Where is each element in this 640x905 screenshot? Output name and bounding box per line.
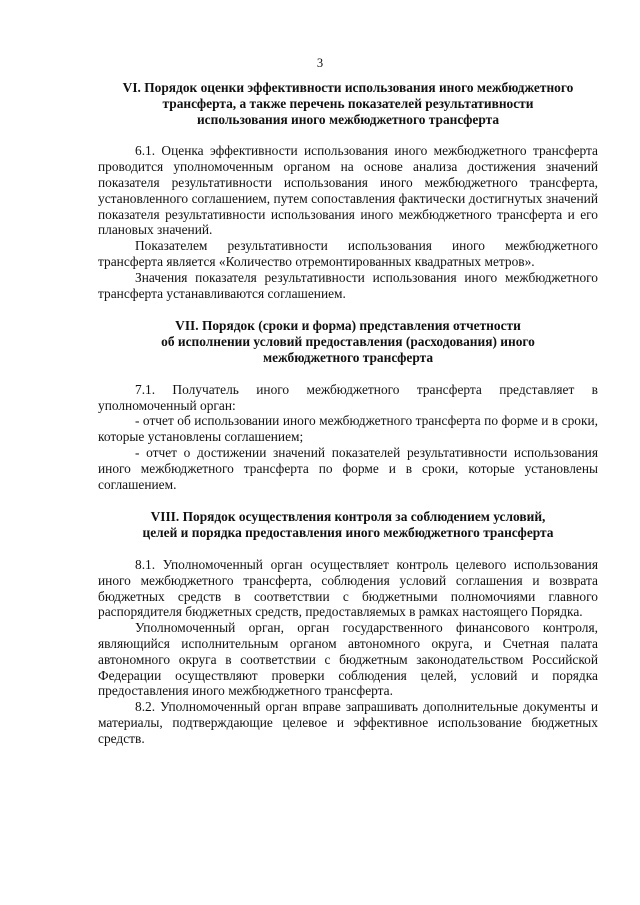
heading-line: трансферта, а также перечень показателей результативности xyxy=(162,95,534,111)
paragraph-control-bodies: Уполномоченный орган, орган государственного финансового контроля, являющийся исполнительным органом автономного округа, и Счетная палата автономного округа в соответствии с бюджетным законодательством Российской Федерации осуществляют проверки соблюдения целей, условий и порядка предоставления иного межбюджетного трансферта. xyxy=(98,620,598,699)
heading-line: использования иного межбюджетного трансферта xyxy=(196,111,500,127)
section-7-heading xyxy=(98,318,598,365)
list-item-results-report: - отчет о достижении значений показателей результативности использования иного межбюджетного трансферта по форме и в сроки, которые установлены соглашением. xyxy=(98,444,598,492)
paragraph-8-1: 8.1. Уполномоченный орган осуществляет контроль целевого использования иного межбюджетного трансферта, соблюдения условий соглашения и возврата бюджетных средств в соответствии с бюджетными полномочиями главного распорядителя бюджетных средств, предоставляемых в рамках настоящего Порядка. xyxy=(98,556,598,620)
heading-line: целей и порядка предоставления иного межбюджетного трансферта xyxy=(142,525,554,541)
section-6 xyxy=(98,80,598,301)
heading-line: об исполнении условий предоставления (расходования) иного xyxy=(161,334,535,350)
heading-line: VII. Порядок (сроки и форма) представления отчетности xyxy=(175,318,521,334)
section-8-heading xyxy=(98,509,598,541)
heading-line: VI. Порядок оценки эффективности использования иного межбюджетного xyxy=(122,80,574,95)
paragraph-7-1: 7.1. Получатель иного межбюджетного трансферта представляет в уполномоченный орган: xyxy=(98,381,598,413)
section-8 xyxy=(98,509,598,746)
list-item-usage-report: - отчет об использовании иного межбюджетного трансферта по форме и в сроки, которые установлены соглашением; xyxy=(98,413,598,445)
section-6-heading xyxy=(98,80,598,127)
document-body xyxy=(98,80,598,746)
paragraph-8-2: 8.2. Уполномоченный орган вправе запрашивать дополнительные документы и материалы, подтверждающие целевое и эффективное использование бюджетных средств. xyxy=(98,699,598,746)
heading-line: VIII. Порядок осуществления контроля за соблюдением условий, xyxy=(150,509,546,525)
section-7 xyxy=(98,318,598,492)
paragraph-6-1: 6.1. Оценка эффективности использования иного межбюджетного трансферта проводится уполномоченным органом на основе анализа достижения значений показателя результативности использования иного межбюджетного трансферта, установленного соглашением, путем сопоставления фактически достигнутых значений показателя результативности использования иного межбюджетного трансферта и его плановых значений. xyxy=(98,143,598,238)
paragraph-indicator: Показателем результативности использования иного межбюджетного трансферта является «Количество отремонтированных квадратных метров». xyxy=(98,238,598,269)
paragraph-indicator-values: Значения показателя результативности использования иного межбюджетного трансферта устанавливаются соглашением. xyxy=(98,269,598,301)
page-number: 3 xyxy=(316,56,324,70)
heading-line: межбюджетного трансферта xyxy=(262,349,434,365)
